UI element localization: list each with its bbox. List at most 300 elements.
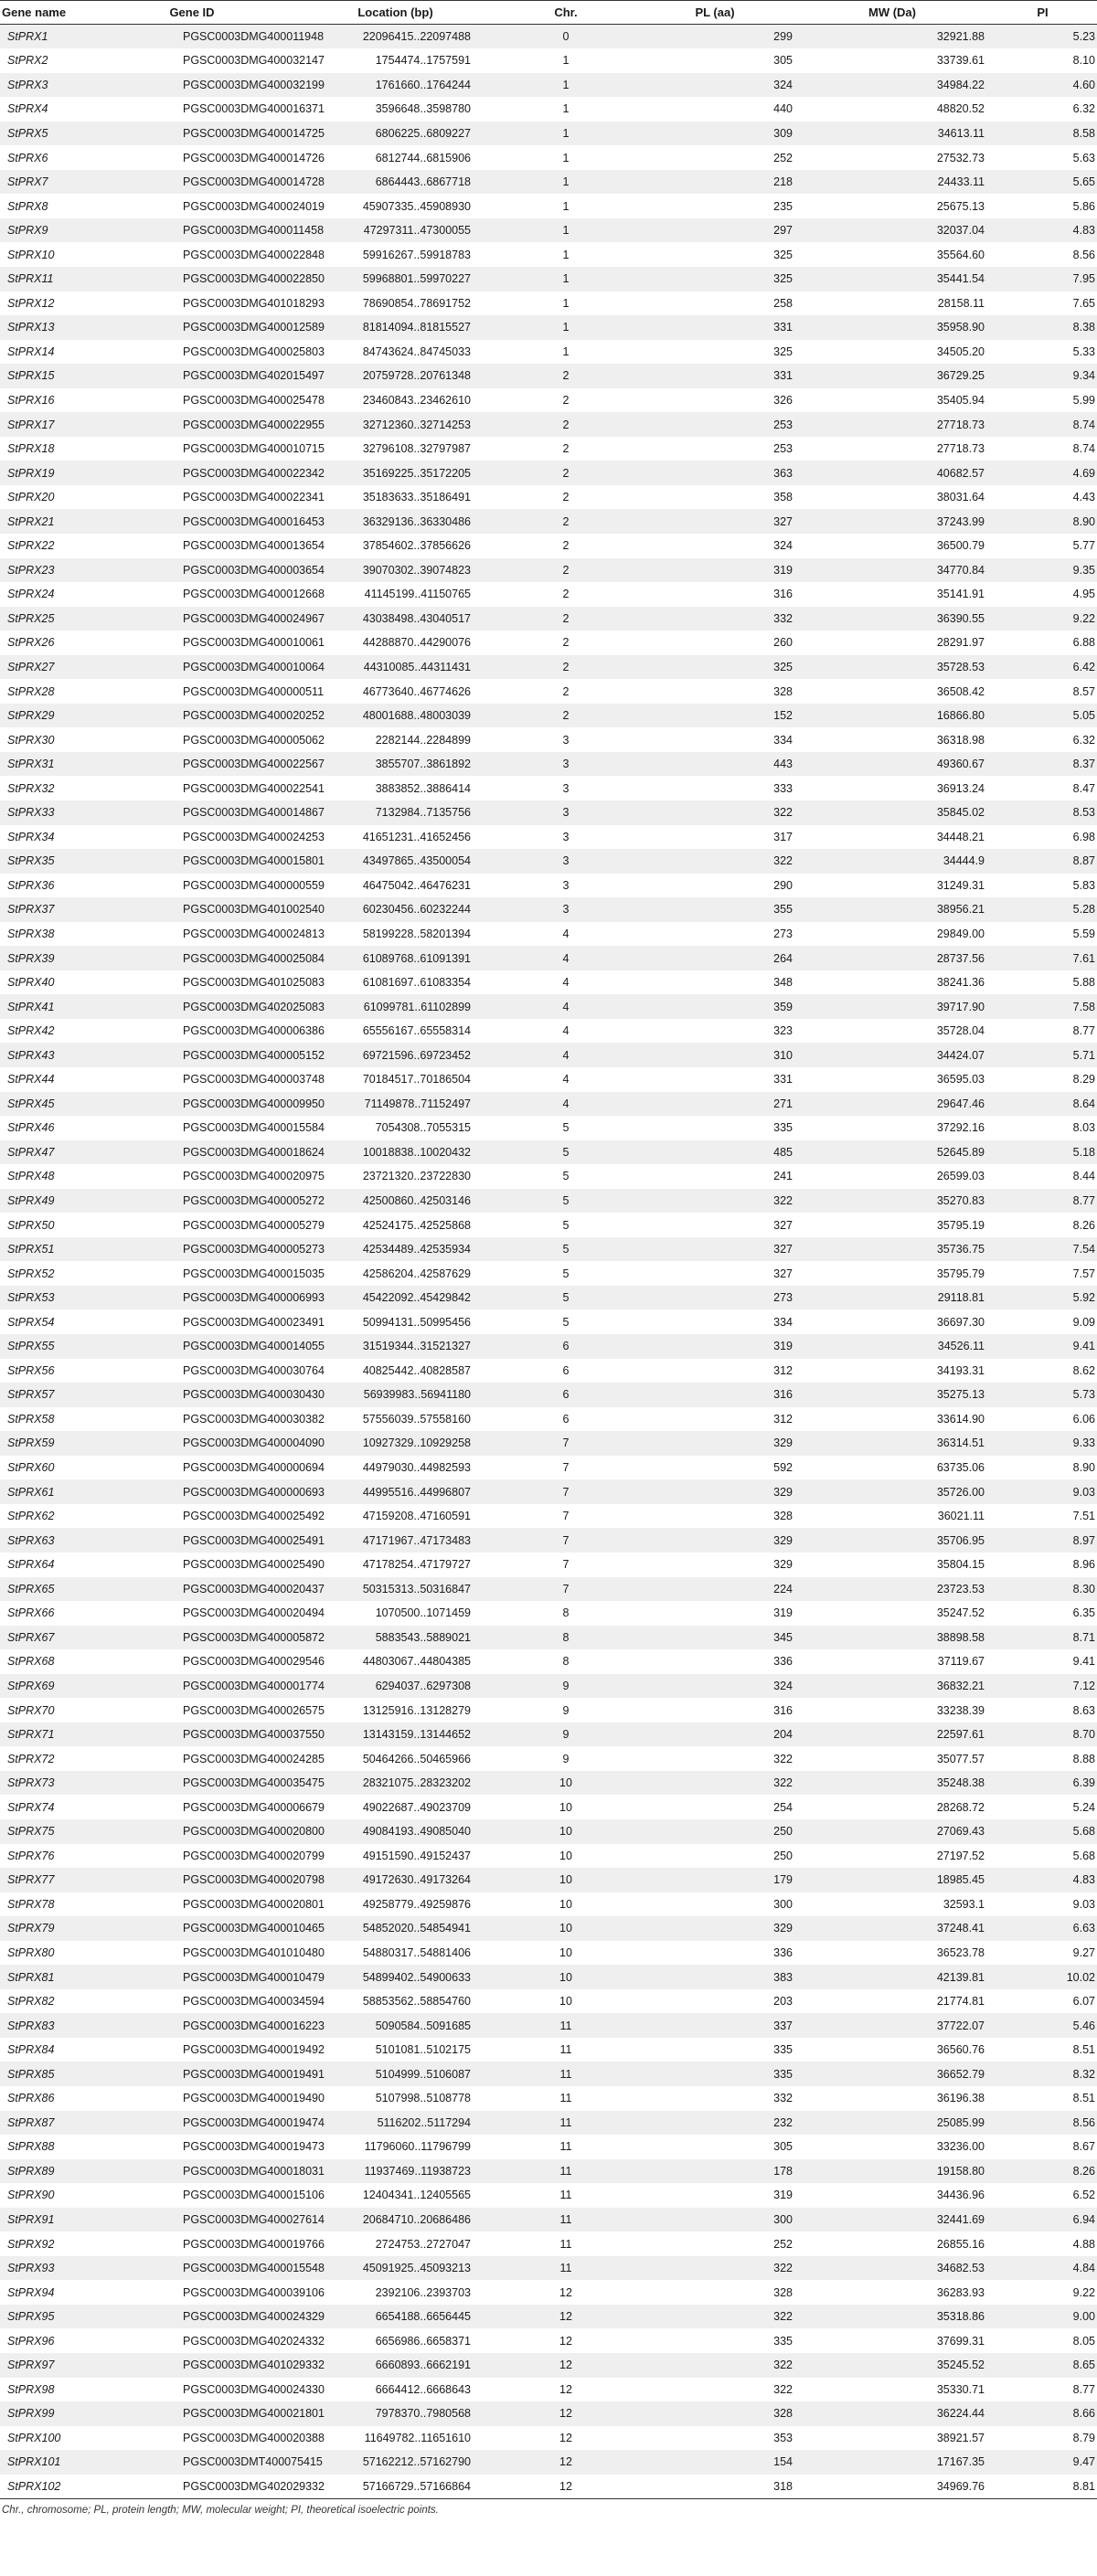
cell-chr: 8 [562, 1655, 570, 1669]
cell-mw: 39717.90 [936, 1000, 985, 1013]
cell-gene-id: PGSC0003DMG400010715 [183, 442, 325, 456]
cell-mw: 21774.81 [936, 1995, 985, 2009]
cell-gene-name: StPRX6 [7, 151, 48, 164]
cell-pi: 5.33 [1072, 345, 1095, 358]
cell-mw: 19158.80 [936, 2164, 985, 2178]
cell-pi: 5.88 [1072, 976, 1095, 990]
cell-location: 57162212..57162790 [362, 2455, 471, 2469]
cell-gene-name: StPRX56 [7, 1363, 55, 1377]
cell-chr: 11 [559, 2164, 572, 2178]
cell-gene-id: PGSC0003DMG400020494 [183, 1606, 325, 1620]
table-row [0, 2305, 1097, 2329]
cell-gene-id: PGSC0003DMG400015584 [183, 1121, 325, 1135]
cell-chr: 6 [562, 1363, 570, 1377]
cell-location: 22096415..22097488 [362, 30, 471, 44]
cell-mw: 27197.52 [936, 1849, 985, 1862]
cell-gene-name: StPRX7 [7, 175, 48, 189]
cell-chr: 11 [559, 2092, 572, 2105]
cell-mw: 35141.91 [936, 588, 985, 601]
cell-pi: 8.64 [1072, 1097, 1095, 1110]
cell-gene-id: PGSC0003DMG400010465 [183, 1922, 325, 1935]
cell-pi: 8.57 [1072, 684, 1095, 698]
cell-chr: 3 [562, 903, 570, 917]
cell-mw: 35958.90 [936, 321, 985, 334]
cell-pi: 5.83 [1072, 878, 1095, 892]
cell-mw: 18985.45 [936, 1873, 985, 1887]
cell-gene-name: StPRX85 [7, 2067, 55, 2081]
cell-gene-id: PGSC0003DMG400000559 [183, 878, 325, 892]
table-row [0, 800, 1097, 825]
cell-chr: 5 [562, 1194, 570, 1208]
cell-mw: 37248.41 [936, 1922, 985, 1935]
cell-gene-name: StPRX42 [7, 1024, 55, 1038]
table-row [0, 2086, 1097, 2111]
cell-mw: 34613.11 [937, 126, 985, 140]
cell-mw: 35795.79 [936, 1267, 985, 1280]
cell-mw: 63735.06 [936, 1461, 985, 1475]
cell-location: 5116202..5117294 [377, 2115, 471, 2129]
cell-chr: 5 [562, 1291, 570, 1305]
cell-gene-id: PGSC0003DMG400022955 [183, 418, 325, 431]
table-row [0, 122, 1097, 146]
cell-gene-name: StPRX33 [7, 806, 55, 820]
cell-location: 20759728..20761348 [362, 369, 471, 383]
cell-gene-name: StPRX59 [7, 1436, 55, 1450]
cell-mw: 35728.53 [936, 660, 985, 673]
cell-chr: 1 [562, 102, 570, 116]
cell-gene-id: PGSC0003DMG400000694 [183, 1461, 325, 1475]
cell-gene-id: PGSC0003DMG400025084 [183, 951, 325, 965]
cell-gene-id: PGSC0003DMG400019492 [183, 2043, 325, 2057]
cell-pi: 9.34 [1072, 369, 1095, 383]
cell-mw: 37722.07 [936, 2019, 985, 2032]
cell-pi: 9.22 [1072, 2285, 1095, 2299]
cell-mw: 26599.03 [936, 1170, 985, 1183]
cell-mw: 34448.21 [936, 830, 985, 843]
cell-gene-id: PGSC0003DMG400020799 [183, 1849, 325, 1862]
cell-pl: 312 [773, 1412, 793, 1426]
cell-gene-name: StPRX1 [7, 30, 48, 44]
table-row [0, 1819, 1097, 1844]
table-row [0, 1116, 1097, 1140]
cell-pi: 6.63 [1072, 1922, 1095, 1935]
cell-chr: 2 [562, 636, 570, 650]
table-row [0, 509, 1097, 534]
cell-pi: 9.41 [1072, 1655, 1095, 1669]
cell-pl: 443 [773, 758, 793, 771]
cell-mw: 27532.73 [936, 151, 985, 164]
table-row [0, 1965, 1097, 1989]
cell-pl: 305 [773, 2140, 793, 2154]
cell-chr: 12 [559, 2407, 572, 2421]
cell-location: 49022687..49023709 [362, 1800, 471, 1814]
table-row [0, 970, 1097, 995]
table-row [0, 170, 1097, 195]
cell-mw: 34436.96 [936, 2189, 985, 2202]
cell-pl: 325 [773, 272, 793, 286]
cell-mw: 26855.16 [936, 2237, 985, 2251]
cell-pi: 6.35 [1072, 1606, 1095, 1620]
cell-mw: 34682.53 [936, 2262, 985, 2275]
cell-chr: 3 [562, 878, 570, 892]
table-row [0, 1334, 1097, 1359]
cell-location: 1070500..1071459 [375, 1606, 471, 1620]
cell-pi: 5.65 [1072, 175, 1095, 189]
cell-pl: 319 [773, 2189, 793, 2202]
cell-pi: 6.52 [1072, 2189, 1095, 2202]
table-row [0, 2013, 1097, 2038]
cell-gene-name: StPRX80 [7, 1945, 55, 1959]
table-row [0, 825, 1097, 850]
cell-gene-id: PGSC0003DMG400014728 [183, 175, 325, 189]
cell-mw: 40682.57 [936, 466, 985, 480]
cell-pl: 316 [773, 1388, 793, 1402]
cell-location: 11649782..11651610 [364, 2431, 471, 2444]
cell-gene-name: StPRX61 [7, 1485, 55, 1499]
cell-gene-id: PGSC0003DMG400035475 [183, 1776, 325, 1790]
cell-mw: 34444.9 [943, 854, 985, 868]
table-row [0, 1431, 1097, 1456]
cell-chr: 4 [562, 1000, 570, 1013]
cell-gene-id: PGSC0003DMG400019490 [183, 2092, 325, 2105]
cell-mw: 38031.64 [936, 491, 985, 504]
cell-pi: 9.27 [1072, 1945, 1095, 1959]
cell-mw: 33238.39 [936, 1703, 985, 1717]
cell-chr: 3 [562, 733, 570, 747]
cell-pi: 9.47 [1072, 2455, 1095, 2469]
cell-chr: 2 [562, 393, 570, 407]
cell-gene-id: PGSC0003DMG400025803 [183, 345, 325, 358]
cell-gene-name: StPRX25 [7, 611, 55, 625]
table-row [0, 946, 1097, 970]
cell-gene-id: PGSC0003DMG401018293 [183, 296, 325, 310]
cell-location: 6812744..6815906 [375, 151, 471, 164]
cell-gene-name: StPRX94 [7, 2285, 55, 2299]
cell-pl: 329 [773, 1436, 793, 1450]
cell-gene-name: StPRX60 [7, 1461, 55, 1475]
cell-chr: 2 [562, 539, 570, 553]
cell-pl: 300 [773, 1897, 793, 1911]
table-row [0, 25, 1097, 49]
cell-location: 2392106..2393703 [375, 2285, 471, 2299]
cell-gene-name: StPRX72 [7, 1752, 55, 1765]
cell-location: 61081697..61083354 [362, 976, 471, 990]
cell-gene-name: StPRX58 [7, 1412, 55, 1426]
cell-pi: 5.59 [1072, 928, 1095, 940]
cell-chr: 10 [559, 1800, 572, 1814]
cell-gene-name: StPRX71 [7, 1728, 55, 1742]
cell-gene-id: PGSC0003DMG400014725 [183, 126, 325, 140]
cell-location: 57556039..57558160 [362, 1412, 471, 1426]
cell-location: 50464266..50465966 [362, 1752, 471, 1765]
cell-gene-name: StPRX57 [7, 1388, 55, 1402]
table-row [0, 558, 1097, 583]
cell-chr: 10 [559, 1825, 572, 1839]
cell-pi: 6.32 [1072, 733, 1095, 747]
cell-location: 7132984..7135756 [375, 806, 471, 820]
table-row [0, 1261, 1097, 1286]
cell-location: 58853562..58854760 [362, 1995, 471, 2009]
cell-pi: 8.53 [1072, 806, 1095, 820]
cell-pi: 9.00 [1072, 2310, 1095, 2324]
cell-location: 45422092..45429842 [362, 1291, 471, 1305]
cell-pl: 359 [773, 1000, 793, 1013]
cell-location: 48001688..48003039 [362, 709, 471, 723]
cell-gene-id: PGSC0003DMG400025490 [183, 1558, 325, 1572]
cell-pl: 335 [773, 1121, 793, 1135]
cell-mw: 32593.1 [943, 1897, 985, 1911]
cell-mw: 34770.84 [936, 563, 985, 577]
cell-gene-id: PGSC0003DMG400016223 [183, 2019, 325, 2032]
cell-pl: 319 [773, 1340, 793, 1353]
cell-gene-id: PGSC0003DMG400006679 [183, 1800, 325, 1814]
cell-pl: 318 [634, 2475, 796, 2499]
cell-pl: 327 [773, 514, 793, 528]
cell-gene-id: PGSC0003DMG400011458 [183, 224, 325, 238]
cell-gene-name: StPRX32 [7, 781, 55, 795]
cell-gene-name: StPRX66 [7, 1606, 55, 1620]
cell-location: 37854602..37856626 [362, 539, 471, 553]
cell-location: 46475042..46476231 [362, 878, 471, 892]
table-row [0, 1456, 1097, 1480]
cell-pi: 4.95 [1072, 588, 1095, 601]
cell-location: 3855707..3861892 [375, 758, 471, 771]
cell-gene-id: PGSC0003DMG400009950 [183, 1097, 325, 1110]
cell-pl: 203 [773, 1995, 793, 2009]
cell-mw: 38241.36 [936, 976, 985, 990]
cell-pl: 252 [773, 151, 793, 164]
cell-pi: 8.77 [1072, 2382, 1095, 2396]
cell-gene-id: PGSC0003DMG400026575 [183, 1703, 325, 1717]
table-row [0, 534, 1097, 558]
cell-pl: 300 [773, 2212, 793, 2226]
cell-pi: 9.03 [1072, 1897, 1095, 1911]
cell-pl: 332 [773, 2092, 793, 2105]
cell-mw: 35247.52 [936, 1606, 985, 1620]
cell-pi: 8.32 [1072, 2067, 1095, 2081]
cell-chr: 1 [562, 151, 570, 164]
cell-gene-id: PGSC0003DMG400000693 [183, 1485, 325, 1499]
table-row [0, 1164, 1097, 1189]
cell-location: 44310085..44311431 [363, 660, 471, 673]
cell-gene-id: PGSC0003DMG400010064 [183, 660, 325, 673]
cell-location: 57166729..57166864 [293, 2475, 498, 2499]
cell-gene-name: StPRX44 [7, 1073, 55, 1087]
cell-location: 49151590..49152437 [362, 1849, 471, 1862]
table-row [0, 388, 1097, 413]
cell-gene-name: StPRX21 [7, 514, 55, 528]
cell-gene-id: PGSC0003DMG400039106 [183, 2285, 325, 2299]
cell-mw: 36021.11 [937, 1510, 985, 1523]
cell-location: 44995516..44996807 [362, 1485, 471, 1499]
cell-chr: 1 [562, 321, 570, 334]
cell-chr: 1 [562, 272, 570, 286]
table-row [0, 292, 1097, 316]
cell-pl: 310 [773, 1048, 793, 1062]
cell-gene-name: StPRX46 [7, 1121, 55, 1135]
cell-mw: 25675.13 [936, 199, 985, 213]
cell-pi: 8.88 [1072, 1752, 1095, 1765]
cell-gene-name: StPRX8 [7, 199, 48, 213]
cell-gene-id: PGSC0003DMG400018031 [183, 2164, 325, 2178]
cell-pi: 7.61 [1072, 951, 1095, 965]
cell-chr: 7 [562, 1582, 570, 1595]
cell-gene-name: StPRX45 [7, 1097, 55, 1110]
cell-gene-name: StPRX74 [7, 1800, 55, 1814]
cell-mw: 37699.31 [936, 2334, 985, 2348]
cell-gene-id: PGSC0003DMG400004090 [183, 1436, 325, 1450]
cell-chr: 4 [562, 1048, 570, 1062]
cell-pl: 355 [773, 903, 793, 917]
cell-mw: 29647.46 [936, 1097, 985, 1110]
cell-gene-name: StPRX30 [7, 733, 55, 747]
cell-gene-id: PGSC0003DMG400005062 [183, 733, 325, 747]
cell-location: 23721320..23722830 [362, 1170, 471, 1183]
cell-gene-id: PGSC0003DMG400020798 [183, 1873, 325, 1887]
cell-pl: 224 [773, 1582, 793, 1595]
cell-pi: 7.12 [1072, 1679, 1095, 1692]
cell-pi: 5.71 [1072, 1048, 1095, 1062]
cell-chr: 10 [559, 1776, 572, 1790]
cell-chr: 2 [562, 709, 570, 723]
table-row [0, 2475, 1097, 2499]
table-row [0, 1237, 1097, 1262]
cell-location: 10018838..10020432 [362, 1145, 471, 1159]
cell-pi: 5.68 [1072, 1825, 1095, 1839]
cell-chr: 11 [559, 2212, 572, 2226]
cell-gene-id: PGSC0003DMG400037550 [183, 1728, 325, 1742]
cell-gene-id: PGSC0003DMG400013654 [183, 539, 325, 553]
cell-location: 49172630..49173264 [362, 1873, 471, 1887]
table-row [0, 704, 1097, 728]
cell-chr: 9 [562, 1728, 570, 1742]
cell-gene-name: StPRX34 [7, 830, 55, 843]
cell-chr: 11 [559, 2043, 572, 2057]
table-row [0, 874, 1097, 898]
cell-pl: 324 [773, 539, 793, 553]
cell-pi: 9.35 [1072, 563, 1095, 577]
cell-mw: 35441.54 [936, 272, 985, 286]
cell-gene-name: StPRX19 [7, 466, 55, 480]
table-row [0, 2208, 1097, 2232]
table-row [0, 2038, 1097, 2062]
cell-pi: 8.74 [1072, 418, 1095, 431]
cell-mw: 33739.61 [936, 54, 985, 68]
cell-gene-id: PGSC0003DMG400021801 [183, 2407, 325, 2421]
cell-chr: 5 [562, 1218, 570, 1232]
cell-location: 42500860..42503146 [362, 1194, 471, 1208]
cell-chr: 10 [559, 1897, 572, 1911]
cell-chr: 1 [562, 126, 570, 140]
cell-chr: 11 [559, 2140, 572, 2154]
table-row [0, 849, 1097, 874]
cell-mw: 52645.89 [936, 1145, 985, 1159]
header-mw: MW (Da) [796, 1, 988, 25]
cell-pl: 317 [773, 830, 793, 843]
cell-mw: 35405.94 [936, 393, 985, 407]
cell-mw: 29849.00 [936, 928, 985, 940]
cell-pl: 299 [773, 30, 793, 44]
cell-pl: 337 [773, 2019, 793, 2032]
cell-pl: 326 [773, 393, 793, 407]
cell-chr: 5 [562, 1121, 570, 1135]
cell-pl: 328 [773, 2285, 793, 2299]
cell-gene-name: StPRX69 [7, 1679, 55, 1692]
table-row [0, 315, 1097, 340]
cell-pi: 8.05 [1072, 2334, 1095, 2348]
cell-chr: 3 [562, 854, 570, 868]
cell-pl: 309 [773, 126, 793, 140]
cell-gene-id: PGSC0003DMG400019474 [183, 2115, 325, 2129]
cell-pl: 325 [773, 660, 793, 673]
cell-pl: 232 [773, 2115, 793, 2129]
cell-chr: 12 [559, 2431, 572, 2444]
cell-location: 35183633..35186491 [362, 491, 471, 504]
cell-pl: 358 [773, 491, 793, 504]
cell-pl: 327 [773, 1218, 793, 1232]
cell-gene-name: StPRX84 [7, 2043, 55, 2057]
cell-chr: 2 [562, 491, 570, 504]
cell-pi: 7.54 [1072, 1243, 1095, 1256]
cell-pi: 4.83 [1072, 1873, 1095, 1887]
cell-gene-id: PGSC0003DMG400012668 [183, 588, 325, 601]
table-row [0, 267, 1097, 292]
cell-pi: 8.97 [1072, 1533, 1095, 1547]
cell-chr: 7 [562, 1558, 570, 1572]
cell-chr: 6 [562, 1388, 570, 1402]
cell-gene-id: PGSC0003DMG400014055 [183, 1340, 325, 1353]
cell-gene-id: PGSC0003DMG400005872 [183, 1630, 325, 1644]
cell-gene-name: StPRX63 [7, 1533, 55, 1547]
cell-location: 58199228..58201394 [362, 928, 471, 940]
cell-location: 7054308..7055315 [375, 1121, 471, 1135]
cell-gene-id: PGSC0003DMG400024285 [183, 1752, 325, 1765]
table-row [0, 1528, 1097, 1553]
cell-location: 1761660..1764244 [375, 78, 471, 91]
cell-pl: 345 [773, 1630, 793, 1644]
table-row [0, 340, 1097, 365]
cell-gene-id: PGSC0003DMG402025083 [183, 1000, 325, 1013]
table-row [0, 897, 1097, 922]
table-row [0, 2426, 1097, 2451]
cell-mw: 35795.19 [936, 1218, 985, 1232]
cell-gene-name: StPRX16 [7, 393, 55, 407]
table-row [0, 1746, 1097, 1771]
cell-pl: 331 [773, 321, 793, 334]
cell-gene-id: PGSC0003DMG400024019 [183, 199, 325, 213]
cell-location: 81814094..81815527 [362, 321, 471, 334]
cell-gene-name: StPRX92 [7, 2237, 55, 2251]
cell-gene-id: PGSC0003DMG400014867 [183, 806, 325, 820]
cell-location: 36329136..36330486 [362, 514, 471, 528]
cell-mw: 36697.30 [936, 1315, 985, 1329]
cell-mw: 23723.53 [936, 1582, 985, 1595]
cell-chr: 12 [559, 2334, 572, 2348]
cell-pl: 322 [773, 2382, 793, 2396]
cell-pi: 8.90 [1072, 1461, 1095, 1475]
cell-pl: 322 [773, 854, 793, 868]
cell-pi: 8.44 [1072, 1170, 1095, 1183]
cell-pi: 6.06 [1072, 1412, 1095, 1426]
cell-chr: 9 [562, 1703, 570, 1717]
cell-gene-name: StPRX55 [7, 1340, 55, 1353]
cell-pl: 485 [773, 1145, 793, 1159]
header-pl: PL (aa) [634, 1, 796, 25]
cell-chr: 4 [562, 976, 570, 990]
cell-location: 60230456..60232244 [362, 903, 471, 917]
cell-chr: 2 [562, 466, 570, 480]
cell-pi: 7.57 [1072, 1267, 1095, 1280]
